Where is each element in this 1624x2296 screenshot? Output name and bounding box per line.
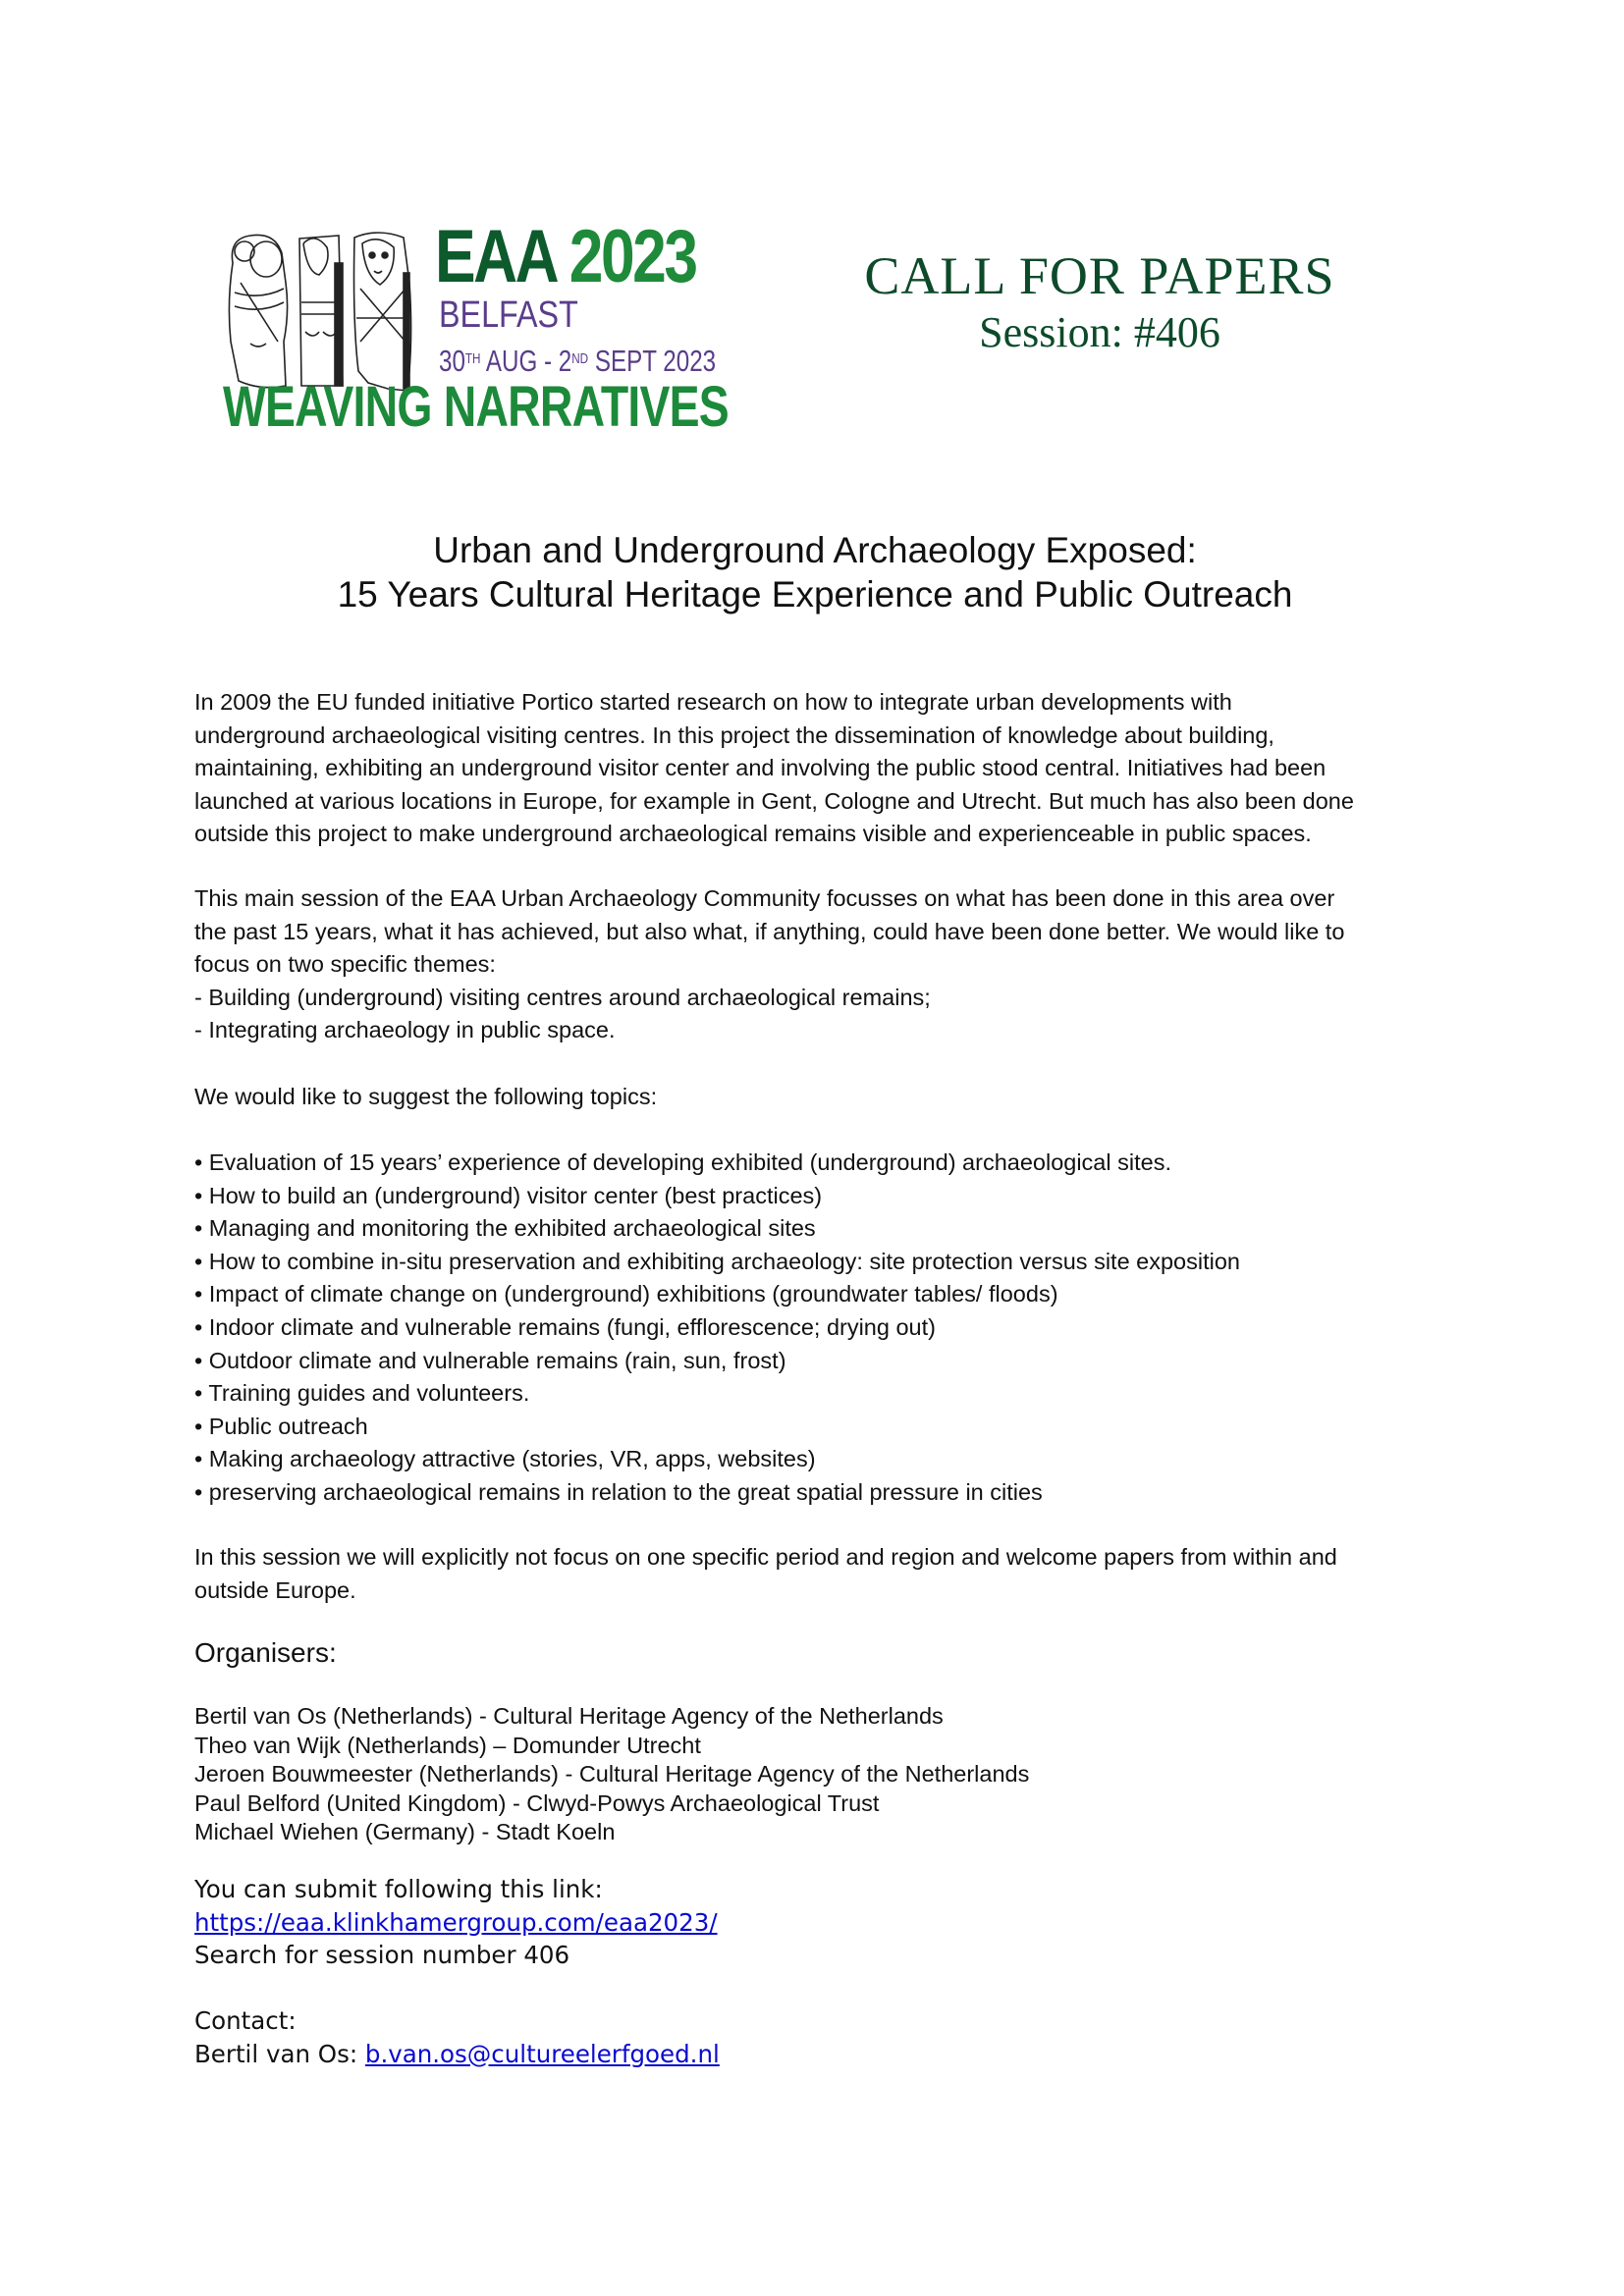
submit-note: Search for session number 406 xyxy=(194,1941,570,1969)
topic-item: • Indoor climate and vulnerable remains (fungi, efflorescence; drying out) xyxy=(194,1313,936,1340)
contact-line xyxy=(194,2038,720,2071)
contact-name: Bertil van Os: xyxy=(194,2039,365,2068)
organisers-list xyxy=(194,1702,1471,1847)
logo-city: BELFAST xyxy=(439,294,578,336)
text-line: maintaining, exhibiting an underground visitor center and involving the public stood central. Initiatives had been xyxy=(194,755,1326,781)
topic-item: • Public outreach xyxy=(194,1413,368,1439)
topic-item: • How to build an (underground) visitor center (best practices) xyxy=(194,1182,823,1208)
submit-label: You can submit following this link: xyxy=(194,1875,603,1903)
call-for-papers-title: CALL FOR PAPERS xyxy=(864,246,1335,305)
scope-paragraph xyxy=(194,1541,1471,1607)
session-title xyxy=(196,528,1434,616)
logo-theme: WEAVING NARRATIVES xyxy=(223,375,729,439)
contact-email-link[interactable]: b.van.os@cultureelerfgoed.nl xyxy=(364,2039,720,2068)
session-number: Session: #406 xyxy=(979,308,1220,356)
topic-item: • How to combine in-situ preservation and exhibiting archaeology: site protection versus site exposition xyxy=(194,1248,1240,1274)
text-line: launched at various locations in Europe, for example in Gent, Cologne and Utrecht. But much has also been done xyxy=(194,787,1354,814)
text-line: In 2009 the EU funded initiative Portico started research on how to integrate urban developments with xyxy=(194,689,1232,715)
topic-item: • preserving archaeological remains in relation to the great spatial pressure in cities xyxy=(194,1478,1043,1505)
text-line: outside this project to make underground archaeological remains visible and experienceable in public spaces. xyxy=(194,821,1312,847)
contact-label: Contact: xyxy=(194,2006,297,2035)
topics-intro: We would like to suggest the following topics: xyxy=(194,1084,658,1109)
topic-item: • Evaluation of 15 years’ experience of developing exhibited (underground) archaeological sites. xyxy=(194,1149,1171,1175)
text-line: underground archaeological visiting centres. In this project the dissemination of knowledge about building, xyxy=(194,721,1274,748)
logo-eaa-text: EAA xyxy=(435,215,555,298)
text-line: outside Europe. xyxy=(194,1576,356,1603)
session-focus-paragraph xyxy=(194,882,1471,1047)
submission-link[interactable]: https://eaa.klinkhamergroup.com/eaa2023/ xyxy=(194,1907,718,1937)
topic-item: • Training guides and volunteers. xyxy=(194,1380,530,1407)
theme-item: - Building (underground) visiting centres around archaeological remains; xyxy=(194,984,931,1010)
call-for-papers-header xyxy=(844,245,1355,359)
text-line: the past 15 years, what it has achieved, but also what, if anything, could have been done better. We would like to xyxy=(194,918,1345,944)
organisers-heading: Organisers: xyxy=(194,1637,337,1668)
eaa-2023-logo xyxy=(221,214,729,439)
logo-year-text: 2023 xyxy=(568,215,696,298)
intro-paragraph xyxy=(194,686,1471,851)
stone-figures-illustration xyxy=(221,224,417,396)
theme-item: - Integrating archaeology in public space. xyxy=(194,1017,616,1043)
text-line: In this session we will explicitly not focus on one specific period and region and welcome papers from within and xyxy=(194,1544,1337,1570)
logo-eaa-2023 xyxy=(435,215,696,298)
topic-item: • Impact of climate change on (underground) exhibitions (groundwater tables/ floods) xyxy=(194,1281,1058,1308)
logo-dates: 30TH AUG - 2ND SEPT 2023 xyxy=(439,344,717,378)
contact-info xyxy=(194,2004,720,2070)
organiser-item: Bertil van Os (Netherlands) - Cultural Heritage Agency of the Netherlands xyxy=(194,1703,944,1729)
submission-info xyxy=(194,1873,718,1972)
organiser-item: Theo van Wijk (Netherlands) – Domunder Utrecht xyxy=(194,1732,701,1758)
session-title-line-1: Urban and Underground Archaeology Exposed: xyxy=(433,530,1197,570)
text-line: focus on two specific themes: xyxy=(194,951,496,978)
topic-item: • Making archaeology attractive (stories, VR, apps, websites) xyxy=(194,1446,816,1472)
organiser-item: Jeroen Bouwmeester (Netherlands) - Cultural Heritage Agency of the Netherlands xyxy=(194,1761,1030,1787)
organiser-item: Michael Wiehen (Germany) - Stadt Koeln xyxy=(194,1819,616,1844)
topic-item: • Managing and monitoring the exhibited archaeological sites xyxy=(194,1215,816,1242)
topics-list xyxy=(194,1147,1471,1510)
text-line: This main session of the EAA Urban Archaeology Community focusses on what has been done in this area over xyxy=(194,885,1335,911)
topic-item: • Outdoor climate and vulnerable remains (rain, sun, frost) xyxy=(194,1347,786,1373)
session-title-line-2: 15 Years Cultural Heritage Experience and Public Outreach xyxy=(337,574,1293,614)
organiser-item: Paul Belford (United Kingdom) - Clwyd-Powys Archaeological Trust xyxy=(194,1789,880,1816)
